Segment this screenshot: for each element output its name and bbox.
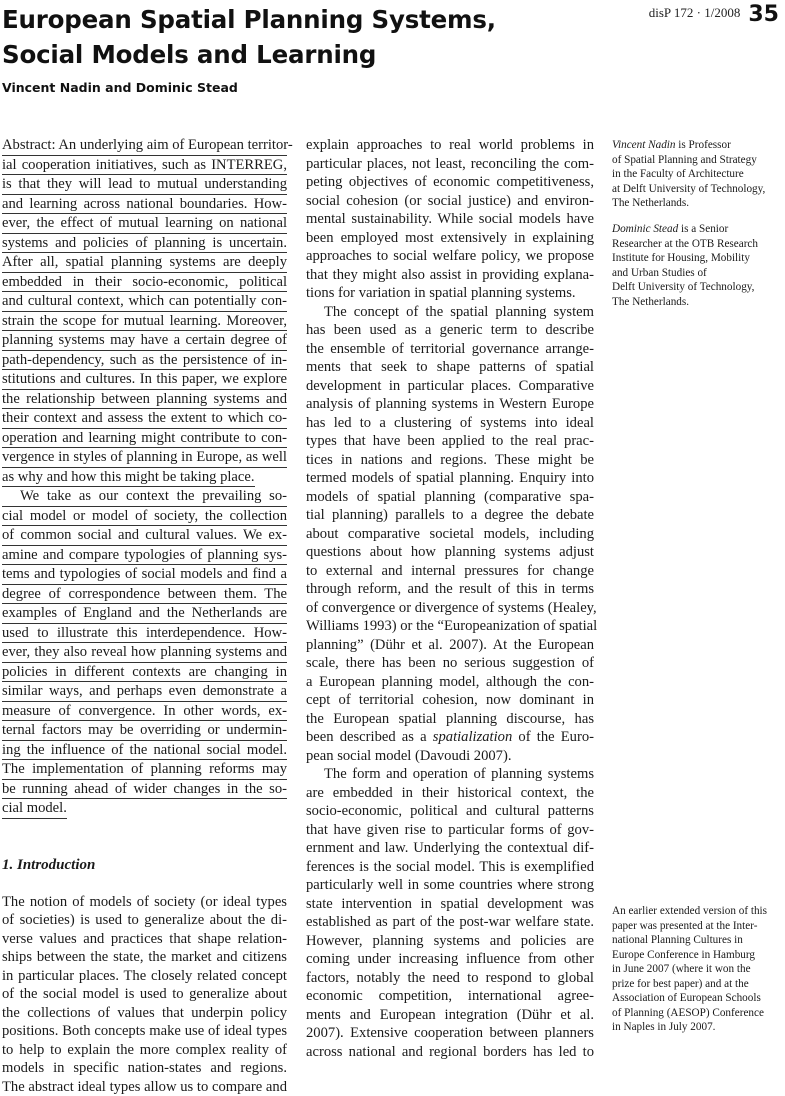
body-line [306,728,594,747]
body-line: mental sustainability. While social models have [306,210,594,229]
bio-line: Delft University of Technology, [612,280,785,295]
abstract-line: degree of correspondence between them. The [2,585,287,605]
body-line: the ensemble of territorial governance arrange- [306,340,594,359]
abstract-line: operation and learning might contribute to con- [2,429,287,449]
author-bio-stead [612,222,785,309]
abstract-line: systems and policies of planning is uncertain. [2,234,287,254]
body-line: that they might also assist in providing explana- [306,266,594,285]
note-line: Europe Conference in Hamburg [612,948,785,963]
body-line: of convergence or divergence of systems (Healey, [306,599,594,618]
bio-line: The Netherlands. [612,196,785,211]
bio-line [612,138,785,153]
author-name: Dominic Stead [612,223,678,235]
body-line: models in specific nation-states and regions. [2,1059,287,1078]
body-line: approaches to social welfare policy, we propose [306,247,594,266]
note-line: prize for best paper) and at the [612,977,785,992]
bio-line: The Netherlands. [612,295,785,310]
body-line: state intervention in spatial development was [306,895,594,914]
bio-line: in the Faculty of Architecture [612,167,785,182]
abstract-line: After all, spatial planning systems are deeply [2,253,287,273]
abstract-line: ing the influence of the national social model. [2,741,287,761]
abstract-line: planning systems may have a certain degree of [2,331,287,351]
body-line: The concept of the spatial planning system [306,303,594,322]
bio-line: of Spatial Planning and Strategy [612,153,785,168]
note-line: of Planning (AESOP) Conference [612,1006,785,1021]
body-line: The form and operation of planning systems [306,765,594,784]
note-line: paper was presented at the Inter- [612,919,785,934]
column-left [2,136,287,1096]
body-line: to external and internal pressures for change [306,562,594,581]
body-line: established as part of the post-war welfare state. [306,913,594,932]
body-line: in particular places. The closely related concept [2,967,287,986]
note-line: An earlier extended version of this [612,904,785,919]
body-line: termed models of spatial planning. Enquiry into [306,469,594,488]
note-line: in June 2007 (where it won the [612,962,785,977]
body-line: models of spatial planning (comparative spa- [306,488,594,507]
bio-line: Institute for Housing, Mobility [612,251,785,266]
article-title [2,2,562,72]
conference-note [612,904,785,1035]
authors: Vincent Nadin and Dominic Stead [2,80,238,95]
italic-term: spatialization [433,729,512,745]
abstract-line: Abstract: An underlying aim of European territor- [2,136,287,156]
body-line: has led to a clustering of systems into ideal [306,414,594,433]
abstract-line: ial cooperation initiatives, such as INTERREG, [2,156,287,176]
body-line: are embedded in their historical context, the [306,784,594,803]
bio-line: and Urban Studies of [612,266,785,281]
body-line: been employed most extensively in explaining [306,229,594,248]
page-number: 35 [748,2,779,27]
body-line: has been used as a generic term to describe [306,321,594,340]
abstract-line: We take as our context the prevailing so- [2,487,287,507]
column-middle [306,136,594,1061]
running-header [649,2,779,27]
bio-line: Researcher at the OTB Research [612,237,785,252]
introduction-text [2,893,287,1096]
abstract-line: embedded in their socio-economic, political [2,273,287,293]
text-fragment: is Professor [676,139,731,151]
body-line: social cohesion (or social justice) and environ- [306,192,594,211]
bio-line [612,222,785,237]
abstract-line: used to illustrate this interdependence. How- [2,624,287,644]
body-line: analysis of planning systems in Western Europe [306,395,594,414]
abstract-line: vergence in styles of planning in Europe, as well [2,448,287,468]
abstract-line: measure of convergence. In other words, ex- [2,702,287,722]
body-line: positions. Both concepts make use of ideal types [2,1022,287,1041]
abstract-line: policies in different contexts are changing in [2,663,287,683]
body-line: of the social model is used to generalize about [2,985,287,1004]
note-line: national Planning Cultures in [612,933,785,948]
body-line: tial planning) parallels to a degree the debate [306,506,594,525]
body-line: to help to explain the more complex reality of [2,1041,287,1060]
body-line: ferences is the social model. This is exemplified [306,858,594,877]
body-line: the collections of values that underpin policy [2,1004,287,1023]
author-name: Vincent Nadin [612,139,676,151]
abstract-line: similar ways, and perhaps even demonstrate a [2,682,287,702]
body-line: a European planning model, although the con- [306,673,594,692]
abstract-line: examples of England and the Netherlands are [2,604,287,624]
abstract-line: cial model. [2,799,67,819]
body-line: tices in nations and regions. These might be [306,451,594,470]
body-line: particularly well in some countries where strong [306,876,594,895]
abstract-line: The implementation of planning reforms may [2,760,287,780]
abstract-line: and cultural context, which can potentially con- [2,292,287,312]
abstract-line: tems and typologies of social models and find a [2,565,287,585]
title-line: Social Models and Learning [2,37,562,72]
abstract-line: ever, the effect of mutual learning on national [2,214,287,234]
bio-line: at Delft University of Technology, [612,182,785,197]
body-line: planning” (Dühr et al. 2007). At the European [306,636,594,655]
body-line: cept of territorial cohesion, now dominant in [306,691,594,710]
body-line: types that have been applied to the real prac- [306,432,594,451]
body-line: of societies) is used to generalize about the di- [2,911,287,930]
body-line: the European spatial planning discourse, has [306,710,594,729]
body-line: ernment and law. Underlying the contextual dif- [306,839,594,858]
body-line: factors, notably the need to respond to global [306,969,594,988]
body-line: However, planning systems and policies are [306,932,594,951]
abstract-line: is that they will lead to mutual understanding [2,175,287,195]
body-line: socio-economic, political and cultural patterns [306,802,594,821]
body-line: pean social model (Davoudi 2007). [306,747,594,766]
body-line: particular places, not least, reconciling the com- [306,155,594,174]
abstract-line: amine and compare typologies of planning sys- [2,546,287,566]
note-line: Association of European Schools [612,991,785,1006]
body-line: scale, there has been no serious suggestion of [306,654,594,673]
body-line: about comparative societal models, including [306,525,594,544]
note-line: in Naples in July 2007. [612,1020,785,1035]
body-line: peting objectives of economic competitiveness, [306,173,594,192]
journal-issue: disP 172 · 1/2008 [649,5,741,20]
body-line: that have given rise to particular forms of gov- [306,821,594,840]
abstract-line: strain the scope for mutual learning. Moreover, [2,312,287,332]
abstract-line: stitutions and cultures. In this paper, we explore [2,370,287,390]
body-line: 2007). Extensive cooperation between planners [306,1024,594,1043]
abstract-line: as why and how this might be taking place. [2,468,255,488]
section-heading: 1. Introduction [2,856,287,875]
author-bio-nadin [612,138,785,211]
abstract-line: path-dependency, such as the persistence of in- [2,351,287,371]
abstract-line: ternal factors may be overriding or undermin- [2,721,287,741]
body-line: economic competition, international agree- [306,987,594,1006]
abstract-line: be running ahead of wider changes in the so- [2,780,287,800]
abstract-line: the relationship between planning systems and [2,390,287,410]
body-line: tions for variation in spatial planning systems. [306,284,594,303]
abstract-line: ever, they also reveal how planning systems and [2,643,287,663]
body-line: coming under increasing influence from other [306,950,594,969]
abstract-line: cial model or model of society, the collection [2,507,287,527]
abstract-line: their context and assess the extent to which co- [2,409,287,429]
text-fragment: is a Senior [678,223,728,235]
body-line: through reform, and the result of this in terms [306,580,594,599]
body-line: ments and European integration (Dühr et al. [306,1006,594,1025]
text-fragment: of the Euro- [512,729,594,745]
body-line: ships between the state, the market and citizens [2,948,287,967]
body-line: The abstract ideal types allow us to compare and [2,1078,287,1096]
body-line: explain approaches to real world problems in [306,136,594,155]
abstract-line: of common social and cultural values. We ex- [2,526,287,546]
text-fragment: been described as a [306,729,433,745]
body-line: questions about how planning systems adjust [306,543,594,562]
body-line: verse values and practices that shape relation- [2,930,287,949]
body-line: development in particular places. Comparative [306,377,594,396]
body-line: Williams 1993) or the “Europeanization of spatial [306,617,594,636]
body-line: across national and regional borders has led to [306,1043,594,1062]
abstract [2,136,287,819]
title-line: European Spatial Planning Systems, [2,2,562,37]
body-line: ments that seek to shape patterns of spatial [306,358,594,377]
abstract-line: and learning across national boundaries. How- [2,195,287,215]
body-line: The notion of models of society (or ideal types [2,893,287,912]
